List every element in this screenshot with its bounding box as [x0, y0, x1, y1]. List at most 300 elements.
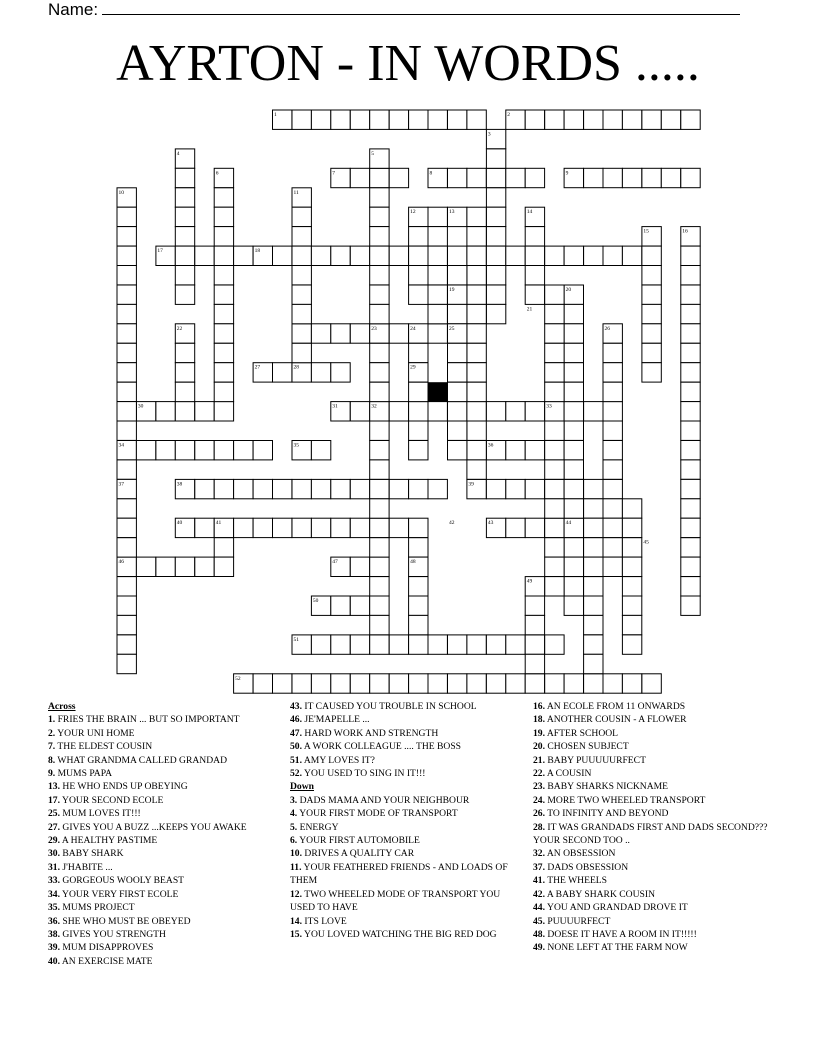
- grid-cell[interactable]: [486, 266, 505, 285]
- grid-cell[interactable]: [214, 188, 233, 207]
- grid-cell[interactable]: [117, 615, 136, 634]
- grid-cell[interactable]: [331, 324, 350, 343]
- grid-cell[interactable]: [117, 479, 136, 498]
- grid-cell[interactable]: [681, 596, 700, 615]
- grid-cell[interactable]: [214, 324, 233, 343]
- grid-cell[interactable]: [331, 635, 350, 654]
- grid-cell[interactable]: [370, 324, 389, 343]
- grid-cell[interactable]: [195, 246, 214, 265]
- grid-cell[interactable]: [545, 479, 564, 498]
- grid-cell[interactable]: [467, 441, 486, 460]
- grid-cell[interactable]: [175, 518, 194, 537]
- grid-cell[interactable]: [681, 518, 700, 537]
- grid-cell[interactable]: [642, 674, 661, 693]
- grid-cell[interactable]: [428, 110, 447, 129]
- grid-cell[interactable]: [234, 441, 253, 460]
- grid-cell[interactable]: [545, 441, 564, 460]
- grid-cell[interactable]: [486, 635, 505, 654]
- grid-cell[interactable]: [292, 324, 311, 343]
- grid-cell[interactable]: [525, 479, 544, 498]
- grid-cell[interactable]: [681, 499, 700, 518]
- grid-cell[interactable]: [409, 615, 428, 634]
- grid-cell[interactable]: [409, 518, 428, 537]
- grid-cell[interactable]: [486, 246, 505, 265]
- grid-cell[interactable]: [564, 343, 583, 362]
- grid-cell[interactable]: [370, 363, 389, 382]
- grid-cell[interactable]: [681, 479, 700, 498]
- grid-cell[interactable]: [292, 227, 311, 246]
- grid-cell[interactable]: [370, 538, 389, 557]
- grid-cell[interactable]: [642, 266, 661, 285]
- grid-cell[interactable]: [642, 363, 661, 382]
- grid-cell[interactable]: [253, 441, 272, 460]
- grid-cell[interactable]: [253, 674, 272, 693]
- grid-cell[interactable]: [389, 518, 408, 537]
- grid-cell[interactable]: [448, 635, 467, 654]
- grid-cell[interactable]: [409, 635, 428, 654]
- grid-cell[interactable]: [331, 110, 350, 129]
- grid-cell[interactable]: [370, 227, 389, 246]
- grid-cell[interactable]: [603, 441, 622, 460]
- grid-cell[interactable]: [448, 441, 467, 460]
- grid-cell[interactable]: [525, 518, 544, 537]
- grid-cell[interactable]: [681, 266, 700, 285]
- grid-cell[interactable]: [331, 518, 350, 537]
- grid-cell[interactable]: [506, 441, 525, 460]
- grid-cell[interactable]: [117, 577, 136, 596]
- grid-cell[interactable]: [370, 188, 389, 207]
- grid-cell[interactable]: [603, 363, 622, 382]
- grid-cell[interactable]: [350, 674, 369, 693]
- grid-cell[interactable]: [195, 518, 214, 537]
- grid-cell[interactable]: [428, 168, 447, 187]
- grid-cell[interactable]: [681, 168, 700, 187]
- grid-cell[interactable]: [486, 304, 505, 323]
- grid-cell[interactable]: [350, 557, 369, 576]
- grid-cell[interactable]: [681, 110, 700, 129]
- grid-cell[interactable]: [603, 421, 622, 440]
- grid-cell[interactable]: [331, 557, 350, 576]
- grid-cell[interactable]: [486, 129, 505, 148]
- grid-cell[interactable]: [622, 110, 641, 129]
- grid-cell[interactable]: [370, 110, 389, 129]
- grid-cell[interactable]: [545, 577, 564, 596]
- grid-cell[interactable]: [214, 304, 233, 323]
- grid-cell[interactable]: [622, 615, 641, 634]
- grid-cell[interactable]: [331, 246, 350, 265]
- grid-cell[interactable]: [273, 363, 292, 382]
- grid-cell[interactable]: [175, 168, 194, 187]
- grid-cell[interactable]: [117, 654, 136, 673]
- grid-cell[interactable]: [156, 441, 175, 460]
- grid-cell[interactable]: [117, 557, 136, 576]
- grid-cell[interactable]: [370, 518, 389, 537]
- grid-cell[interactable]: [234, 518, 253, 537]
- grid-cell[interactable]: [622, 635, 641, 654]
- grid-cell[interactable]: [195, 479, 214, 498]
- grid-cell[interactable]: [525, 596, 544, 615]
- grid-cell[interactable]: [117, 460, 136, 479]
- grid-cell[interactable]: [467, 110, 486, 129]
- grid-cell[interactable]: [370, 460, 389, 479]
- grid-cell[interactable]: [584, 518, 603, 537]
- grid-cell[interactable]: [389, 324, 408, 343]
- grid-cell[interactable]: [564, 674, 583, 693]
- grid-cell[interactable]: [214, 168, 233, 187]
- grid-cell[interactable]: [564, 538, 583, 557]
- grid-cell[interactable]: [331, 168, 350, 187]
- grid-cell[interactable]: [117, 382, 136, 401]
- grid-cell[interactable]: [428, 304, 447, 323]
- grid-cell[interactable]: [467, 304, 486, 323]
- grid-cell[interactable]: [175, 207, 194, 226]
- grid-cell[interactable]: [486, 518, 505, 537]
- grid-cell[interactable]: [584, 479, 603, 498]
- grid-cell[interactable]: [545, 674, 564, 693]
- grid-cell[interactable]: [117, 188, 136, 207]
- grid-cell[interactable]: [428, 324, 447, 343]
- grid-cell[interactable]: [603, 343, 622, 362]
- grid-cell[interactable]: [545, 324, 564, 343]
- grid-cell[interactable]: [175, 402, 194, 421]
- grid-cell[interactable]: [409, 674, 428, 693]
- grid-cell[interactable]: [467, 363, 486, 382]
- grid-cell[interactable]: [370, 596, 389, 615]
- grid-cell[interactable]: [292, 343, 311, 362]
- grid-cell[interactable]: [136, 441, 155, 460]
- grid-cell[interactable]: [525, 110, 544, 129]
- grid-cell[interactable]: [622, 518, 641, 537]
- grid-cell[interactable]: [467, 402, 486, 421]
- grid-cell[interactable]: [409, 227, 428, 246]
- grid-cell[interactable]: [525, 441, 544, 460]
- grid-cell[interactable]: [214, 285, 233, 304]
- grid-cell[interactable]: [681, 441, 700, 460]
- grid-cell[interactable]: [525, 285, 544, 304]
- grid-cell[interactable]: [311, 596, 330, 615]
- grid-cell[interactable]: [642, 343, 661, 362]
- grid-cell[interactable]: [622, 499, 641, 518]
- grid-cell[interactable]: [175, 246, 194, 265]
- grid-cell[interactable]: [622, 168, 641, 187]
- grid-cell[interactable]: [486, 168, 505, 187]
- grid-cell[interactable]: [564, 499, 583, 518]
- grid-cell[interactable]: [545, 402, 564, 421]
- grid-cell[interactable]: [545, 363, 564, 382]
- grid-cell[interactable]: [292, 188, 311, 207]
- grid-cell[interactable]: [642, 168, 661, 187]
- grid-cell[interactable]: [292, 635, 311, 654]
- grid-cell[interactable]: [389, 479, 408, 498]
- grid-cell[interactable]: [350, 479, 369, 498]
- grid-cell[interactable]: [214, 343, 233, 362]
- grid-cell[interactable]: [175, 363, 194, 382]
- grid-cell[interactable]: [584, 557, 603, 576]
- grid-cell[interactable]: [331, 402, 350, 421]
- grid-cell[interactable]: [506, 168, 525, 187]
- grid-cell[interactable]: [545, 285, 564, 304]
- grid-cell[interactable]: [156, 402, 175, 421]
- grid-cell[interactable]: [428, 635, 447, 654]
- grid-cell[interactable]: [545, 499, 564, 518]
- grid-cell[interactable]: [486, 149, 505, 168]
- grid-cell[interactable]: [467, 207, 486, 226]
- grid-cell[interactable]: [661, 168, 680, 187]
- grid-cell[interactable]: [350, 246, 369, 265]
- grid-cell[interactable]: [603, 499, 622, 518]
- grid-cell[interactable]: [603, 246, 622, 265]
- grid-cell[interactable]: [564, 518, 583, 537]
- grid-cell[interactable]: [681, 557, 700, 576]
- grid-cell[interactable]: [584, 246, 603, 265]
- grid-cell[interactable]: [603, 402, 622, 421]
- grid-cell[interactable]: [448, 363, 467, 382]
- grid-cell[interactable]: [409, 479, 428, 498]
- grid-cell[interactable]: [681, 304, 700, 323]
- grid-cell[interactable]: [370, 577, 389, 596]
- grid-cell[interactable]: [175, 188, 194, 207]
- grid-cell[interactable]: [448, 343, 467, 362]
- grid-cell[interactable]: [350, 596, 369, 615]
- grid-cell[interactable]: [448, 110, 467, 129]
- grid-cell[interactable]: [273, 674, 292, 693]
- grid-cell[interactable]: [448, 285, 467, 304]
- grid-cell[interactable]: [214, 266, 233, 285]
- grid-cell[interactable]: [136, 402, 155, 421]
- grid-cell[interactable]: [681, 538, 700, 557]
- grid-cell[interactable]: [350, 324, 369, 343]
- grid-cell[interactable]: [389, 402, 408, 421]
- grid-cell[interactable]: [486, 441, 505, 460]
- grid-cell[interactable]: [370, 285, 389, 304]
- grid-cell[interactable]: [584, 654, 603, 673]
- grid-cell[interactable]: [273, 110, 292, 129]
- grid-cell[interactable]: [448, 421, 467, 440]
- grid-cell[interactable]: [273, 246, 292, 265]
- grid-cell[interactable]: [506, 402, 525, 421]
- grid-cell[interactable]: [370, 402, 389, 421]
- grid-cell[interactable]: [584, 538, 603, 557]
- grid-cell[interactable]: [175, 266, 194, 285]
- grid-cell[interactable]: [370, 499, 389, 518]
- grid-cell[interactable]: [545, 538, 564, 557]
- grid-cell[interactable]: [603, 479, 622, 498]
- grid-cell[interactable]: [370, 479, 389, 498]
- grid-cell[interactable]: [175, 149, 194, 168]
- grid-cell[interactable]: [467, 266, 486, 285]
- grid-cell[interactable]: [525, 246, 544, 265]
- grid-cell[interactable]: [603, 382, 622, 401]
- grid-cell[interactable]: [603, 674, 622, 693]
- grid-cell[interactable]: [428, 266, 447, 285]
- name-underline[interactable]: [102, 0, 740, 15]
- grid-cell[interactable]: [409, 343, 428, 362]
- grid-cell[interactable]: [370, 674, 389, 693]
- grid-cell[interactable]: [389, 168, 408, 187]
- grid-cell[interactable]: [622, 674, 641, 693]
- grid-cell[interactable]: [409, 402, 428, 421]
- grid-cell[interactable]: [467, 382, 486, 401]
- grid-cell[interactable]: [311, 110, 330, 129]
- grid-cell[interactable]: [564, 557, 583, 576]
- grid-cell[interactable]: [545, 246, 564, 265]
- grid-cell[interactable]: [214, 382, 233, 401]
- grid-cell[interactable]: [292, 479, 311, 498]
- grid-cell[interactable]: [545, 557, 564, 576]
- grid-cell[interactable]: [448, 402, 467, 421]
- grid-cell[interactable]: [603, 518, 622, 537]
- grid-cell[interactable]: [350, 110, 369, 129]
- grid-cell[interactable]: [409, 266, 428, 285]
- grid-cell[interactable]: [525, 674, 544, 693]
- grid-cell[interactable]: [292, 441, 311, 460]
- grid-cell[interactable]: [525, 207, 544, 226]
- grid-cell[interactable]: [409, 421, 428, 440]
- grid-cell[interactable]: [584, 499, 603, 518]
- grid-cell[interactable]: [642, 285, 661, 304]
- grid-cell[interactable]: [564, 324, 583, 343]
- grid-cell[interactable]: [292, 207, 311, 226]
- grid-cell[interactable]: [467, 168, 486, 187]
- grid-cell[interactable]: [195, 441, 214, 460]
- grid-cell[interactable]: [175, 343, 194, 362]
- grid-cell[interactable]: [564, 363, 583, 382]
- grid-cell[interactable]: [175, 382, 194, 401]
- grid-cell[interactable]: [234, 674, 253, 693]
- grid-cell[interactable]: [156, 246, 175, 265]
- grid-cell[interactable]: [311, 324, 330, 343]
- grid-cell[interactable]: [584, 110, 603, 129]
- grid-cell[interactable]: [331, 363, 350, 382]
- grid-cell[interactable]: [545, 343, 564, 362]
- grid-cell[interactable]: [564, 421, 583, 440]
- grid-cell[interactable]: [311, 635, 330, 654]
- grid-cell[interactable]: [564, 596, 583, 615]
- grid-cell[interactable]: [428, 227, 447, 246]
- grid-cell[interactable]: [525, 266, 544, 285]
- grid-cell[interactable]: [467, 674, 486, 693]
- grid-cell[interactable]: [642, 110, 661, 129]
- grid-cell[interactable]: [564, 402, 583, 421]
- grid-cell[interactable]: [584, 635, 603, 654]
- grid-cell[interactable]: [486, 227, 505, 246]
- grid-cell[interactable]: [409, 324, 428, 343]
- grid-cell[interactable]: [214, 246, 233, 265]
- grid-cell[interactable]: [117, 207, 136, 226]
- grid-cell[interactable]: [273, 518, 292, 537]
- grid-cell[interactable]: [409, 382, 428, 401]
- grid-cell[interactable]: [564, 577, 583, 596]
- grid-cell[interactable]: [331, 596, 350, 615]
- grid-cell[interactable]: [292, 363, 311, 382]
- grid-cell[interactable]: [214, 402, 233, 421]
- grid-cell[interactable]: [486, 285, 505, 304]
- grid-cell[interactable]: [486, 207, 505, 226]
- grid-cell[interactable]: [467, 635, 486, 654]
- grid-cell[interactable]: [564, 460, 583, 479]
- grid-cell[interactable]: [622, 538, 641, 557]
- grid-cell[interactable]: [486, 479, 505, 498]
- grid-cell[interactable]: [292, 674, 311, 693]
- grid-cell[interactable]: [525, 635, 544, 654]
- grid-cell[interactable]: [117, 324, 136, 343]
- grid-cell[interactable]: [681, 460, 700, 479]
- grid-cell[interactable]: [661, 110, 680, 129]
- grid-cell[interactable]: [584, 402, 603, 421]
- grid-cell[interactable]: [564, 479, 583, 498]
- grid-cell[interactable]: [409, 285, 428, 304]
- grid-cell[interactable]: [234, 246, 253, 265]
- grid-cell[interactable]: [564, 285, 583, 304]
- grid-cell[interactable]: [370, 635, 389, 654]
- grid-cell[interactable]: [389, 110, 408, 129]
- grid-cell[interactable]: [448, 246, 467, 265]
- grid-cell[interactable]: [642, 227, 661, 246]
- grid-cell[interactable]: [117, 266, 136, 285]
- grid-cell[interactable]: [467, 227, 486, 246]
- grid-cell[interactable]: [370, 615, 389, 634]
- grid-cell[interactable]: [117, 363, 136, 382]
- grid-cell[interactable]: [448, 168, 467, 187]
- grid-cell[interactable]: [311, 441, 330, 460]
- grid-cell[interactable]: [370, 382, 389, 401]
- grid-cell[interactable]: [428, 246, 447, 265]
- grid-cell[interactable]: [467, 460, 486, 479]
- grid-cell[interactable]: [117, 402, 136, 421]
- grid-cell[interactable]: [311, 674, 330, 693]
- grid-cell[interactable]: [681, 577, 700, 596]
- grid-cell[interactable]: [545, 635, 564, 654]
- grid-cell[interactable]: [175, 285, 194, 304]
- grid-cell[interactable]: [681, 363, 700, 382]
- grid-cell[interactable]: [292, 246, 311, 265]
- grid-cell[interactable]: [292, 266, 311, 285]
- grid-cell[interactable]: [506, 246, 525, 265]
- grid-cell[interactable]: [117, 538, 136, 557]
- grid-cell[interactable]: [389, 674, 408, 693]
- grid-cell[interactable]: [525, 654, 544, 673]
- grid-cell[interactable]: [525, 402, 544, 421]
- grid-cell[interactable]: [428, 285, 447, 304]
- grid-cell[interactable]: [370, 304, 389, 323]
- grid-cell[interactable]: [584, 168, 603, 187]
- grid-cell[interactable]: [428, 402, 447, 421]
- grid-cell[interactable]: [273, 479, 292, 498]
- grid-cell[interactable]: [136, 557, 155, 576]
- grid-cell[interactable]: [214, 227, 233, 246]
- grid-cell[interactable]: [603, 538, 622, 557]
- grid-cell[interactable]: [234, 479, 253, 498]
- grid-cell[interactable]: [253, 246, 272, 265]
- grid-cell[interactable]: [584, 615, 603, 634]
- grid-cell[interactable]: [506, 110, 525, 129]
- grid-cell[interactable]: [350, 518, 369, 537]
- grid-cell[interactable]: [545, 304, 564, 323]
- grid-cell[interactable]: [370, 266, 389, 285]
- grid-cell[interactable]: [195, 557, 214, 576]
- grid-cell[interactable]: [448, 324, 467, 343]
- grid-cell[interactable]: [681, 382, 700, 401]
- grid-cell[interactable]: [370, 343, 389, 362]
- grid-cell[interactable]: [681, 324, 700, 343]
- grid-cell[interactable]: [292, 304, 311, 323]
- grid-cell[interactable]: [350, 168, 369, 187]
- grid-cell[interactable]: [370, 207, 389, 226]
- grid-cell[interactable]: [370, 168, 389, 187]
- grid-cell[interactable]: [467, 285, 486, 304]
- grid-cell[interactable]: [195, 402, 214, 421]
- grid-cell[interactable]: [448, 382, 467, 401]
